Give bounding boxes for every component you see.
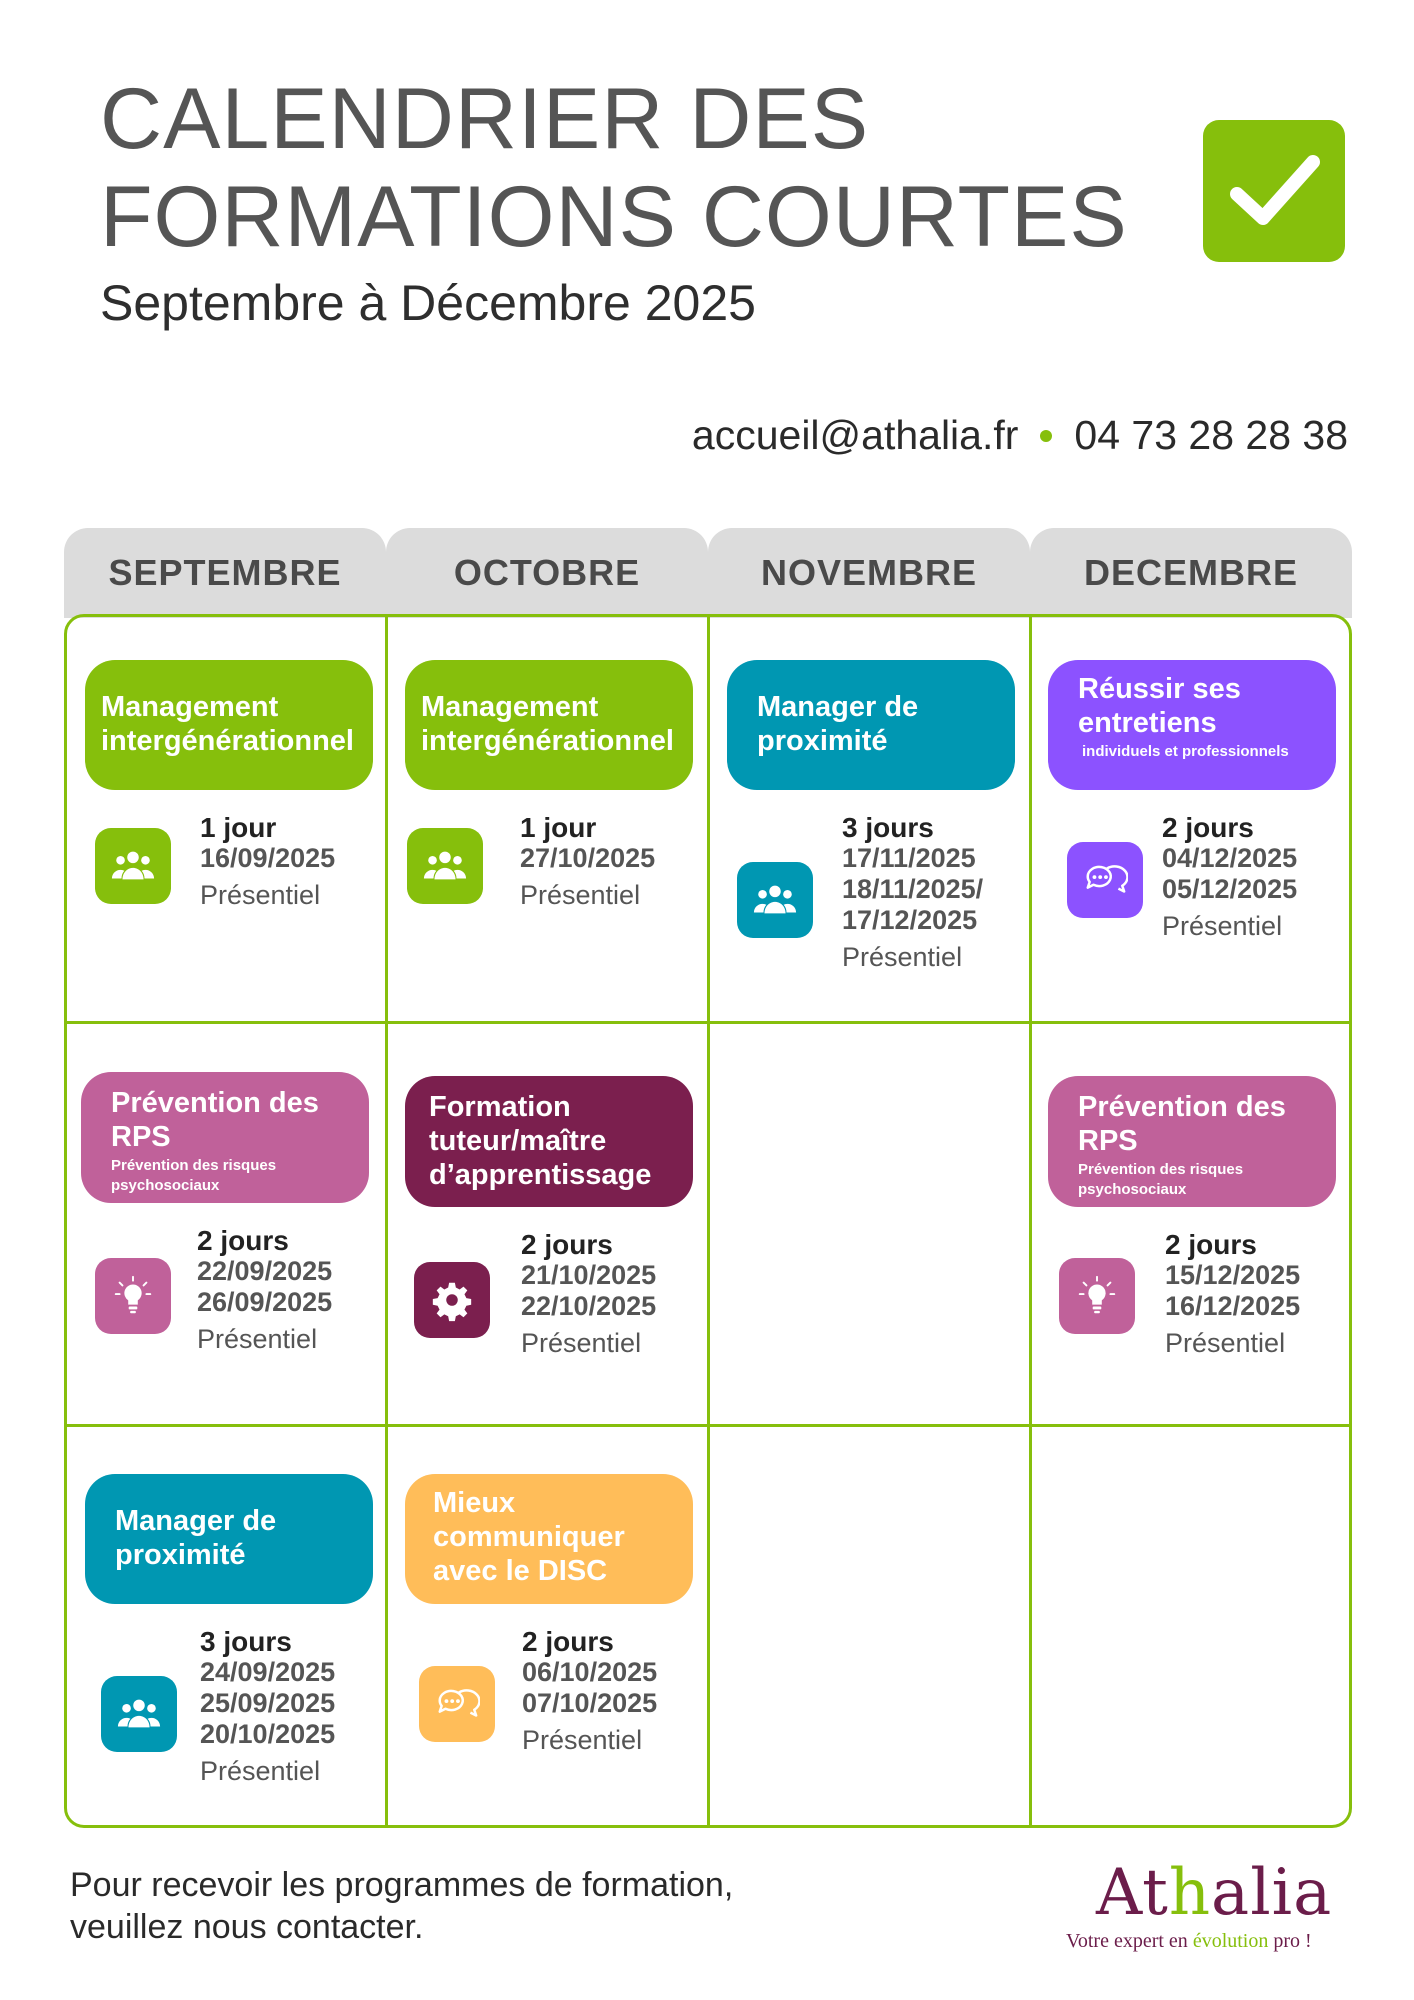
training-info: [522, 1626, 657, 1756]
footer-line-2: veuillez nous contacter.: [70, 1908, 424, 1946]
training-duration: 1 jour: [200, 812, 277, 843]
training-info: [1165, 1229, 1300, 1359]
page-title: [100, 70, 1128, 266]
training-card[interactable]: [1048, 1076, 1336, 1207]
training-date: 24/09/2025: [200, 1657, 336, 1687]
contact-phone[interactable]: 04 73 28 28 38: [1074, 412, 1348, 458]
month-header-decembre: DECEMBRE: [1030, 528, 1352, 618]
training-info: [197, 1225, 332, 1355]
training-mode: Présentiel: [1162, 911, 1283, 941]
training-title: Manager de proximité: [757, 691, 919, 757]
month-header-octobre: OCTOBRE: [386, 528, 708, 618]
group-icon: [101, 1676, 177, 1752]
training-info: [1162, 812, 1297, 942]
title-line-1: CALENDRIER DES: [100, 71, 870, 167]
training-info: [200, 1626, 335, 1787]
group-icon: [737, 862, 813, 938]
training-info: [200, 812, 335, 911]
training-info: [521, 1229, 656, 1359]
training-card[interactable]: [405, 1076, 693, 1207]
training-date: 07/10/2025: [522, 1688, 658, 1718]
training-title: Management intergénérationnel: [101, 691, 354, 757]
training-date: 20/10/2025: [200, 1719, 336, 1749]
contact-info: [692, 412, 1348, 459]
logo-tagline: Votre expert en évolution pro !: [1066, 1930, 1312, 1952]
training-duration: 3 jours: [200, 1626, 292, 1657]
grid-divider: [707, 614, 710, 1828]
lightbulb-icon: [95, 1258, 171, 1334]
title-line-2: FORMATIONS COURTES: [100, 169, 1128, 265]
training-card[interactable]: [405, 660, 693, 790]
training-duration: 2 jours: [1162, 812, 1254, 843]
training-duration: 2 jours: [521, 1229, 613, 1260]
training-title: Management intergénérationnel: [421, 691, 674, 757]
training-date: 16/09/2025: [200, 843, 336, 873]
footer-note: [70, 1864, 733, 1948]
training-mode: Présentiel: [1165, 1328, 1286, 1358]
grid-divider: [64, 1424, 1352, 1427]
training-card[interactable]: [1048, 660, 1336, 790]
grid-divider: [385, 614, 388, 1828]
checkmark-icon: [1203, 120, 1345, 262]
training-date: 04/12/2025: [1162, 843, 1298, 873]
lightbulb-icon: [1059, 1258, 1135, 1334]
training-card[interactable]: [85, 660, 373, 790]
training-title: Mieux communiquer avec le DISC: [433, 1487, 625, 1587]
training-date: 17/12/2025: [842, 905, 978, 935]
training-subtitle: Prévention des risques psychosociaux: [111, 1157, 277, 1194]
training-card[interactable]: [81, 1072, 369, 1203]
training-mode: Présentiel: [522, 1725, 643, 1755]
contact-email[interactable]: accueil@athalia.fr: [691, 412, 1019, 458]
training-date: 15/12/2025: [1165, 1260, 1301, 1290]
training-date: 22/10/2025: [521, 1291, 657, 1321]
training-date: 18/11/2025/: [842, 874, 984, 904]
training-subtitle: individuels et professionnels: [1082, 743, 1289, 760]
training-date: 25/09/2025: [200, 1688, 336, 1718]
training-card[interactable]: [727, 660, 1015, 790]
gear-icon: [414, 1262, 490, 1338]
training-title: Prévention des RPS: [1078, 1091, 1286, 1157]
training-card[interactable]: [85, 1474, 373, 1604]
training-duration: 3 jours: [842, 812, 934, 843]
training-mode: Présentiel: [197, 1324, 318, 1354]
training-subtitle: Prévention des risques psychosociaux: [1078, 1161, 1244, 1198]
month-header-septembre: SEPTEMBRE: [64, 528, 386, 618]
month-header-novembre: NOVEMBRE: [708, 528, 1030, 618]
training-date: 17/11/2025: [842, 843, 976, 873]
training-mode: Présentiel: [520, 880, 641, 910]
separator-dot: [1040, 430, 1052, 442]
grid-divider: [64, 1021, 1352, 1024]
training-duration: 1 jour: [520, 812, 597, 843]
training-mode: Présentiel: [200, 1756, 321, 1786]
group-icon: [95, 828, 171, 904]
training-title: Réussir ses entretiens: [1078, 673, 1241, 739]
training-date: 05/12/2025: [1162, 874, 1298, 904]
training-info: [520, 812, 655, 911]
athalia-logo: [1066, 1858, 1356, 1953]
chat-icon: [419, 1666, 495, 1742]
training-duration: 2 jours: [522, 1626, 614, 1657]
grid-divider: [1029, 614, 1032, 1828]
training-date: 27/10/2025: [520, 843, 656, 873]
training-card[interactable]: [405, 1474, 693, 1604]
training-mode: Présentiel: [200, 880, 321, 910]
training-title: Formation tuteur/maître d’apprentissage: [429, 1091, 652, 1191]
group-icon: [407, 828, 483, 904]
page-subtitle: Septembre à Décembre 2025: [100, 275, 756, 331]
training-mode: Présentiel: [842, 942, 963, 972]
training-date: 06/10/2025: [522, 1657, 658, 1687]
training-date: 22/09/2025: [197, 1256, 333, 1286]
training-date: 21/10/2025: [521, 1260, 657, 1290]
training-title: Prévention des RPS: [111, 1087, 319, 1153]
training-title: Manager de proximité: [115, 1505, 277, 1571]
training-date: 26/09/2025: [197, 1287, 333, 1317]
training-duration: 2 jours: [197, 1225, 289, 1256]
training-info: [842, 812, 983, 973]
chat-icon: [1067, 842, 1143, 918]
training-mode: Présentiel: [521, 1328, 642, 1358]
training-duration: 2 jours: [1165, 1229, 1257, 1260]
logo-name: Athalia: [1096, 1856, 1333, 1930]
training-date: 16/12/2025: [1165, 1291, 1301, 1321]
footer-line-1: Pour recevoir les programmes de formation,: [70, 1866, 734, 1904]
